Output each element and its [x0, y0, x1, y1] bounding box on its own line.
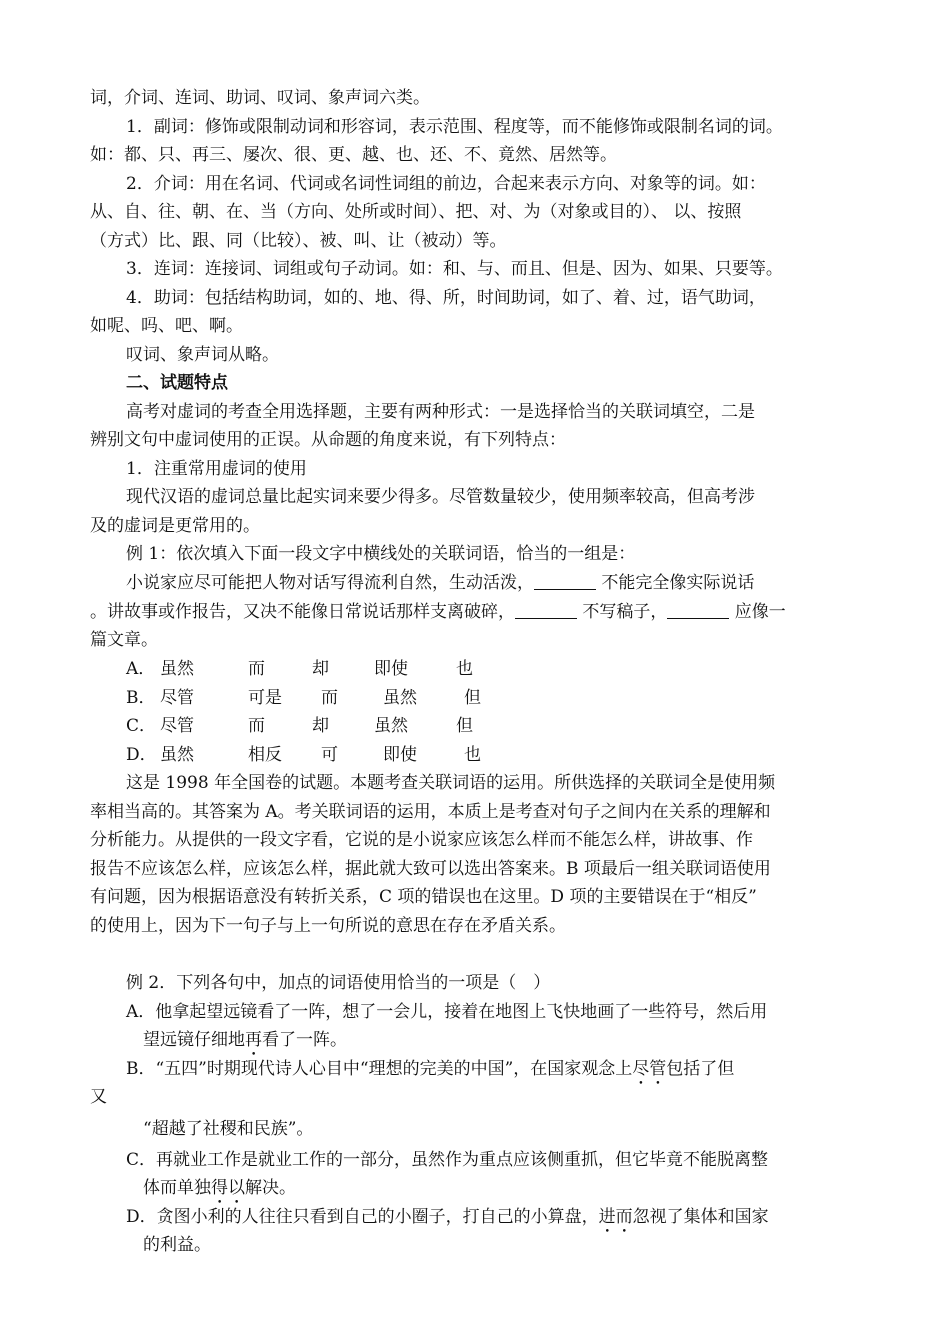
- choice-text: 解决。: [245, 1178, 296, 1198]
- option-label: A．: [126, 659, 156, 679]
- text-line: 1．副词：修饰或限制动词和形容词，表示范围、程度等，而不能修饰或限制名词的词。: [126, 117, 783, 137]
- option-word: 却: [312, 659, 329, 679]
- passage-text: 不能完全像实际说话: [596, 573, 755, 593]
- choice-a-line: A．他拿起望远镜看了一阵，想了一会儿，接着在地图上飞快地画了一些符号，然后用: [126, 1002, 768, 1022]
- example-2-question: 例 2．下列各句中，加点的词语使用恰当的一项是（ ）: [126, 973, 551, 993]
- choice-b-line: 又: [90, 1087, 107, 1107]
- dotted-word: 得以: [211, 1178, 245, 1198]
- text-line: 辨别文句中虚词使用的正误。从命题的角度来说，有下列特点：: [90, 430, 566, 450]
- passage-text: 不写稿子，: [577, 602, 668, 622]
- option-word: 也: [464, 745, 481, 765]
- choice-text: D．贪图小利的人往往只看到自己的小圈子，打自己的小算盘，: [126, 1207, 599, 1227]
- option-b: [126, 686, 481, 710]
- option-label: C．: [126, 716, 157, 736]
- option-word: 也: [456, 659, 473, 679]
- fill-blank-3: [667, 600, 729, 619]
- choice-a-line: [143, 1028, 347, 1052]
- option-word: 尽管: [160, 688, 194, 708]
- option-word: 但: [464, 688, 481, 708]
- choice-d-line: 的利益。: [143, 1235, 211, 1255]
- choice-text: 包括了但: [666, 1059, 735, 1079]
- choice-text: 看了一阵。: [262, 1030, 347, 1050]
- fill-blank-2: [515, 600, 577, 619]
- option-label: D．: [126, 745, 157, 765]
- text-line: 3．连词：连接词、词组或句子动词。如：和、与、而且、但是、因为、如果、只要等。: [126, 259, 783, 279]
- text-line: 及的虚词是更常用的。: [90, 516, 260, 536]
- text-line: 叹词、象声词从略。: [126, 345, 279, 365]
- option-word: 相反: [248, 745, 282, 765]
- choice-d-line: [126, 1205, 769, 1229]
- option-word: 而: [248, 716, 265, 736]
- option-word: 可: [321, 745, 338, 765]
- passage-text: 。讲故事或作报告，又决不能像日常说话那样支离破碎，: [90, 602, 515, 622]
- text-line: 4．助词：包括结构助词，如的、地、得、所，时间助词，如了、着、过，语气助词，: [126, 288, 766, 308]
- dotted-word: 进而: [598, 1207, 633, 1227]
- option-label: B．: [126, 688, 156, 708]
- option-word: 但: [456, 716, 473, 736]
- analysis-line: 这是 1998 年全国卷的试题。本题考查关联词语的运用。所供选择的关联词全是使用频: [126, 773, 776, 793]
- option-word: 虽然: [374, 716, 408, 736]
- example-1-question: 例 1：依次填入下面一段文字中横线处的关联词语，恰当的一组是：: [126, 544, 636, 564]
- option-word: 尽管: [160, 716, 194, 736]
- option-word: 即使: [374, 659, 408, 679]
- text-line: 1．注重常用虚词的使用: [126, 459, 307, 479]
- option-word: 而: [248, 659, 265, 679]
- text-line: 2．介词：用在名词、代词或名词性词组的前边，合起来表示方向、对象等的词。如：: [126, 174, 766, 194]
- option-word: 可是: [248, 688, 282, 708]
- example-1-passage-line: 篇文章。: [90, 630, 158, 650]
- choice-b-line: “超越了社稷和民族”。: [143, 1119, 314, 1139]
- analysis-line: 报告不应该怎么样，应该怎么样，据此就大致可以选出答案来。B 项最后一组关联词语使用: [90, 859, 771, 879]
- dotted-word: 尽管: [632, 1059, 667, 1079]
- section-heading: 二、试题特点: [126, 373, 228, 393]
- option-a: [126, 657, 473, 681]
- analysis-line: 的使用上，因为下一句子与上一句所说的意思在存在矛盾关系。: [90, 916, 566, 936]
- analysis-line: 有问题，因为根据语意没有转折关系，C 项的错误也在这里。D 项的主要错误在于“相反”: [90, 887, 757, 907]
- text-line: 词，介词、连词、助词、叹词、象声词六类。: [90, 88, 430, 108]
- text-line: 现代汉语的虚词总量比起实词来要少得多。尽管数量较少，使用频率较高，但高考涉: [126, 487, 755, 507]
- choice-text: 体而单独: [143, 1178, 211, 1198]
- text-line: （方式）比、跟、同（比较）、被、叫、让（被动）等。: [90, 231, 507, 251]
- option-word: 而: [321, 688, 338, 708]
- analysis-line: 率相当高的。其答案为 A。考关联词语的运用，本质上是考查对句子之间内在关系的理解和: [90, 802, 771, 822]
- passage-text: 小说家应尽可能把人物对话写得流利自然，生动活泼，: [126, 573, 534, 593]
- option-word: 虽然: [160, 745, 194, 765]
- choice-text: 望远镜仔细地: [143, 1030, 245, 1050]
- text-line: 如：都、只、再三、屡次、很、更、越、也、还、不、竟然、居然等。: [90, 145, 617, 165]
- option-word: 虽然: [383, 688, 417, 708]
- choice-c-line: C．再就业工作是就业工作的一部分，虽然作为重点应该侧重抓，但它毕竟不能脱离整: [126, 1150, 769, 1170]
- dotted-word: 再: [245, 1030, 262, 1050]
- text-line: 如呢、吗、吧、啊。: [90, 316, 243, 336]
- option-word: 即使: [383, 745, 417, 765]
- choice-b-line: [126, 1057, 734, 1081]
- choice-c-line: [143, 1176, 296, 1200]
- text-line: 高考对虚词的考查全用选择题，主要有两种形式：一是选择恰当的关联词填空，二是: [126, 402, 755, 422]
- fill-blank-1: [534, 571, 596, 590]
- option-c: [126, 714, 473, 738]
- example-1-passage-line: [126, 571, 754, 595]
- option-word: 却: [312, 716, 329, 736]
- choice-text: B．“五四”时期现代诗人心目中“理想的完美的中国”，在国家观念上: [126, 1059, 633, 1079]
- example-1-passage-line: [90, 600, 786, 624]
- option-d: [126, 743, 481, 767]
- choice-text: 忽视了集体和国家: [632, 1207, 769, 1227]
- passage-text: 应像一: [729, 602, 786, 622]
- analysis-line: 分析能力。从提供的一段文字看，它说的是小说家应该怎么样而不能怎么样，讲故事、作: [90, 830, 753, 850]
- text-line: 从、自、往、朝、在、当（方向、处所或时间）、把、对、为（对象或目的）、 以、按照: [90, 202, 742, 222]
- option-word: 虽然: [160, 659, 194, 679]
